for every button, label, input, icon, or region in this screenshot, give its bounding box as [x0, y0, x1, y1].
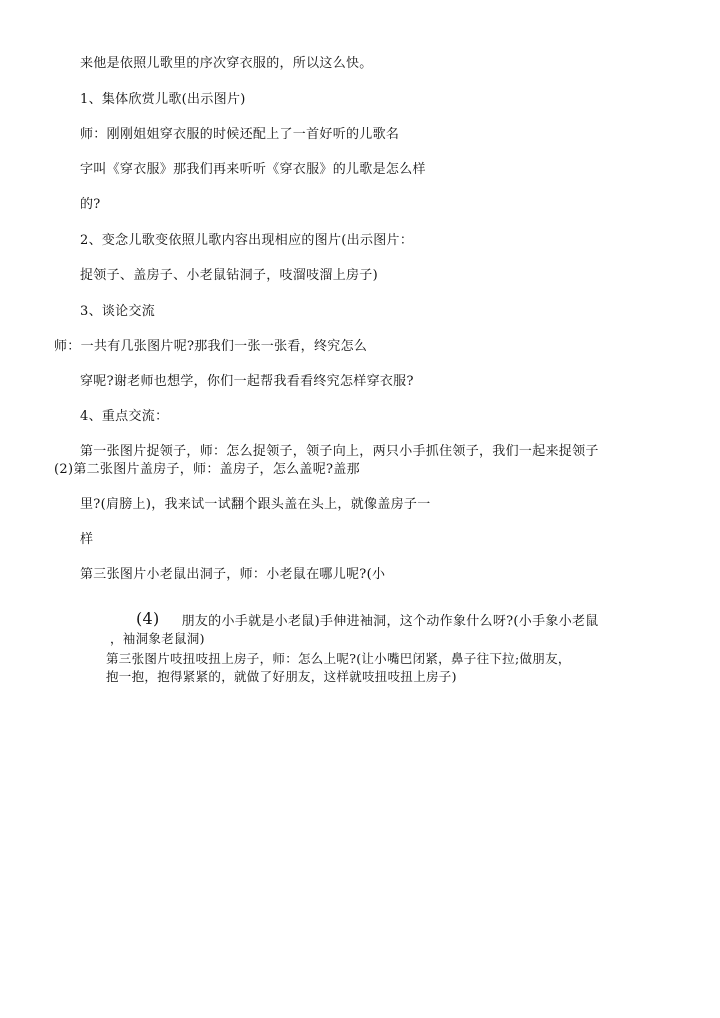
text-line: 师：刚刚姐姐穿衣服的时候还配上了一首好听的儿歌名: [80, 127, 400, 142]
paragraph-number: (4): [136, 609, 160, 628]
text-line: 来他是依照儿歌里的序次穿衣服的，所以这么快。: [80, 56, 373, 71]
text-line: 第三张图片小老鼠出洞子，师：小老鼠在哪儿呢?(小: [80, 567, 386, 582]
text-span: 朋友的小手就是小老鼠)手伸进袖洞，这个动作象什么呀?(小手象小老鼠: [181, 614, 599, 629]
text-line: (2)第二张图片盖房子，师：盖房子，怎么盖呢?盖那: [54, 462, 360, 477]
text-line: 1、集体欣赏儿歌(出示图片): [80, 92, 246, 107]
text-line: 4、重点交流：: [80, 409, 169, 424]
text-line: ，袖洞象老鼠洞): [110, 631, 205, 646]
paragraph-4-first-line: [136, 609, 599, 630]
text-line: 捉领子、盖房子、小老鼠钻洞子，吱溜吱溜上房子): [80, 268, 378, 283]
text-line: 抱一抱，抱得紧紧的，就做了好朋友，这样就吱扭吱扭上房子): [106, 669, 457, 684]
text-line: 里?(肩膀上)，我来试一试翻个跟头盖在头上，就像盖房子一: [80, 497, 431, 512]
text-line: 2、变念儿歌变依照儿歌内容出现相应的图片(出示图片：: [80, 233, 414, 248]
text-line: 第三张图片吱扭吱扭上房子，师：怎么上呢?(让小嘴巴闭紧，鼻子往下拉;做朋友，: [106, 651, 571, 666]
text-line: 的?: [80, 197, 101, 212]
text-line: 师：一共有几张图片呢?那我们一张一张看，终究怎么: [54, 339, 368, 354]
text-line: 字叫《穿衣服》那我们再来听听《穿衣服》的儿歌是怎么样: [80, 162, 426, 177]
text-line: 第一张图片捉领子，师：怎么捉领子，领子向上，两只小手抓住领子，我们一起来捉领子: [80, 444, 599, 459]
text-line: 穿呢?谢老师也想学，你们一起帮我看看终究怎样穿衣服?: [80, 374, 414, 389]
text-line: 3、谈论交流: [80, 304, 156, 319]
text-line: 样: [80, 532, 94, 547]
